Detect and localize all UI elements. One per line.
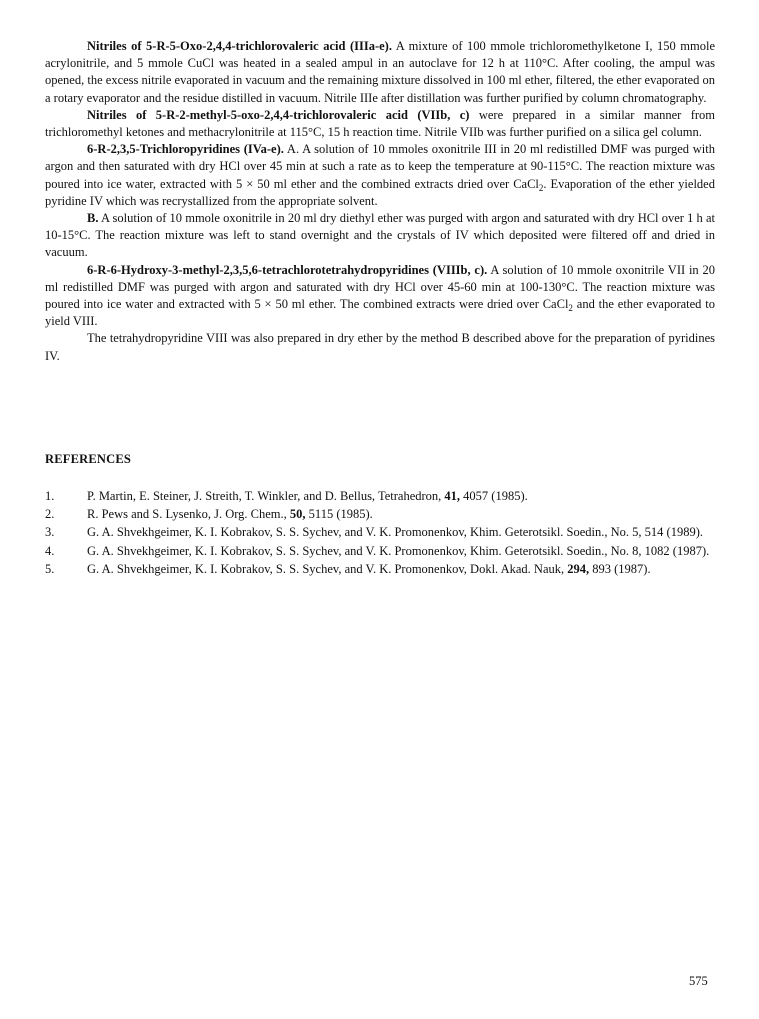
- reference-item: [45, 506, 715, 523]
- reference-volume: 50,: [289, 507, 306, 522]
- paragraph-heading: 6-R-2,3,5-Trichloropyridines (IVa-e).: [87, 142, 284, 157]
- paragraph-heading: Nitriles of 5-R-5-Oxo-2,4,4-trichlorovaleric acid (IIIa-e).: [87, 39, 392, 53]
- reference-item: [45, 524, 715, 541]
- paragraph-text: were prepared in a similar manner from trichloromethyl ketones and methacrylonitrile at 115°C, 15 h reaction time. Nitrile VIIb was further purified on a silica gel column.: [45, 107, 715, 140]
- reference-text: P. Martin, E. Steiner, J. Streith, T. Winkler, and D. Bellus, Tetrahedron, 41, 4057 (1985).: [87, 489, 528, 503]
- reference-item: [45, 488, 715, 505]
- reference-number: 5.: [45, 561, 55, 576]
- reference-item: [45, 561, 715, 578]
- paragraph-text: A. A solution of 10 mmoles oxonitrile III in 20 ml redistilled DMF was purged with argon and then saturated with dry HCl over 45 min at such a rate as to keep the temperature at 90-115°C. The reaction mixture was poured into ice water, extracted with 5 × 50 ml ether and the combined extracts dried over CaCl: [45, 142, 716, 191]
- subscript: 2: [568, 303, 573, 314]
- reference-text: G. A. Shvekhgeimer, K. I. Kobrakov, S. S. Sychev, and V. K. Promonenkov, Khim. Geterotsikl. Soedin., No. 5, 514 (1989).: [87, 525, 704, 540]
- subscript: 2: [538, 182, 544, 193]
- reference-number: 2.: [45, 507, 55, 522]
- paragraph-nitriles-vii: [45, 107, 715, 141]
- paragraph-viii-method-b: [45, 330, 715, 364]
- paragraph-text: A solution of 10 mmole oxonitrile VII in 20 ml redistilled DMF was purged with argon and saturated with dry HCl over 45-60 min at 100-130°C. The reaction mixture was poured into ice water and extracted with 5 × 50 ml ether. The combined extracts were dried over CaCl: [45, 262, 715, 312]
- paragraph-heading: Nitriles of 5-R-2-methyl-5-oxo-2,4,4-trichlorovaleric acid (VIIb, c): [87, 107, 470, 122]
- paragraph-heading: 6-R-6-Hydroxy-3-methyl-2,3,5,6-tetrachlorotetrahydropyridines (VIIIb, c).: [87, 262, 488, 277]
- reference-text: G. A. Shvekhgeimer, K. I. Kobrakov, S. S. Sychev, and V. K. Promonenkov, Dokl. Akad. Nauk, 294, 893 (1987).: [87, 561, 651, 576]
- paragraph-method-b: [45, 210, 715, 262]
- reference-text: G. A. Shvekhgeimer, K. I. Kobrakov, S. S. Sychev, and V. K. Promonenkov, Khim. Geterotsikl. Soedin., No. 8, 1082 (1987).: [87, 543, 710, 558]
- reference-volume: 41,: [444, 489, 461, 503]
- reference-number: 1.: [45, 489, 55, 503]
- paragraph-heading: B.: [87, 211, 99, 226]
- paragraph-text: A solution of 10 mmole oxonitrile in 20 ml dry diethyl ether was purged with argon and saturated with dry HCl over 1 h at 10-15°C. The reaction mixture was left to stand overnight and the crystals of IV which deposited were filtered off and dried in vacuum.: [45, 211, 715, 260]
- paragraph-tetrahydropyridines: [45, 262, 715, 331]
- paragraph-text: The tetrahydropyridine VIII was also prepared in dry ether by the method B described above for the preparation of pyridines IV.: [45, 331, 715, 363]
- paragraph-text-cont: . Evaporation of the ether yielded pyridine IV which was recrystallized from the appropriate solvent.: [45, 176, 715, 208]
- paragraph-nitriles-iii: [45, 38, 715, 107]
- paragraph-trichloropyridines: [45, 141, 715, 210]
- body-text: [45, 38, 715, 365]
- references-list: [45, 488, 715, 579]
- paragraph-text: A mixture of 100 mmole trichloromethylketone I, 150 mmole acrylonitrile, and 5 mmole CuCl was heated in a sealed ampul in an autoclave for 12 h at 110°C. After cooling, the ampul was opened, the excess nitrile evaporated in vacuum and the remaining mixture dissolved in 100 ml ether, filtered, the ether evaporated on a rotary evaporator and the residue distilled in vacuum. Nitrile IIIe after distillation was further purified by column chromatography.: [45, 39, 715, 105]
- references-heading: REFERENCES: [45, 452, 132, 466]
- paragraph-text-cont: and the ether evaporated to yield VIII.: [45, 297, 715, 329]
- reference-volume: 294,: [567, 561, 590, 576]
- reference-item: [45, 543, 715, 560]
- reference-text: R. Pews and S. Lysenko, J. Org. Chem., 50, 5115 (1985).: [87, 507, 373, 522]
- reference-number: 4.: [45, 543, 55, 558]
- page-number: 575: [689, 974, 708, 988]
- reference-number: 3.: [45, 525, 55, 540]
